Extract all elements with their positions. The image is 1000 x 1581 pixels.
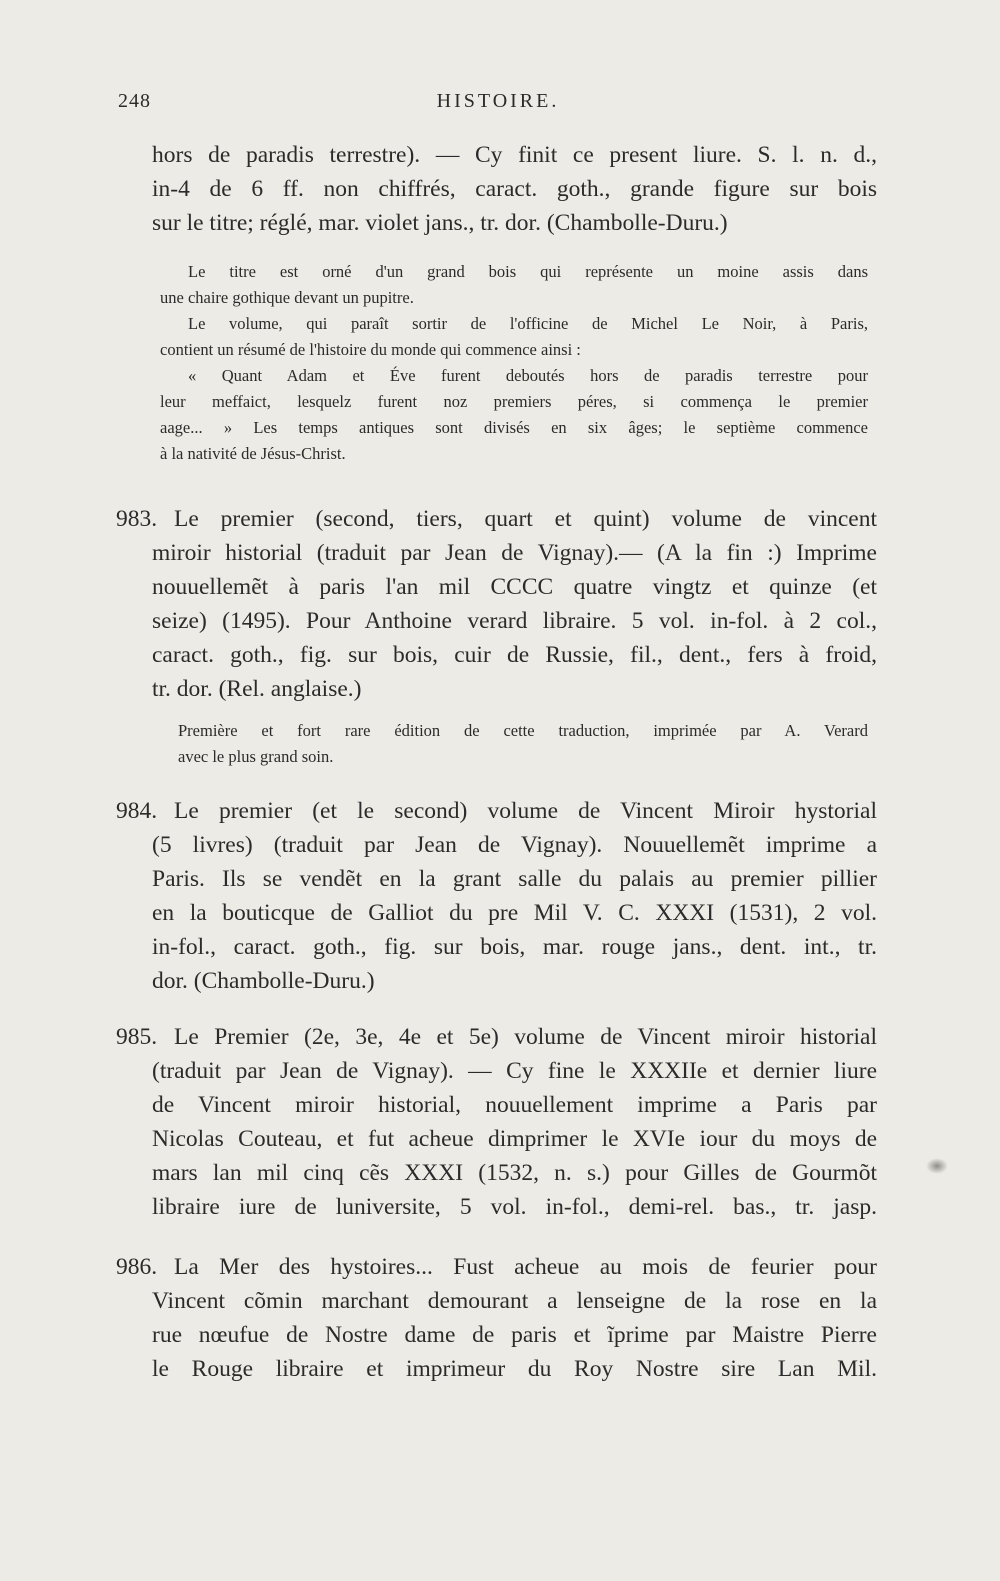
note-line: une chaire gothique devant un pupitre. [160,288,414,307]
note-line: Le volume, qui paraît sortir de l'officine de Michel Le Noir, à Paris, [188,314,868,333]
note-line: leur meffaict, lesquelz furent noz premiers péres, si commença le premier [160,392,868,411]
text-line: in-4 de 6 ff. non chiffrés, caract. goth., grande figure sur bois [152,176,877,202]
entry-line: in-fol., caract. goth., fig. sur bois, mar. rouge jans., dent. int., tr. [152,934,877,960]
note-line: aage... » Les temps antiques sont divisés en six âges; le septième commence [160,418,868,437]
entry-line: le Rouge libraire et imprimeur du Roy Nostre sire Lan Mil. [152,1356,877,1382]
entry-986 [116,1250,877,1386]
page-number: 248 [118,90,151,112]
entry-line: dor. (Chambolle-Duru.) [152,968,375,994]
note-line: « Quant Adam et Éve furent deboutés hors de paradis terrestre pour [188,366,868,385]
entry-line: Le premier (et le second) volume de Vincent Miroir hystorial [174,798,877,824]
note-line: avec le plus grand soin. [178,747,334,766]
entry-line: en la bouticque de Galliot du pre Mil V. C. XXXI (1531), 2 vol. [152,900,877,926]
paper-stain [926,1158,948,1174]
entry-983-notes [178,718,868,770]
note-line: Première et fort rare édition de cette traduction, imprimée par A. Verard [178,721,868,740]
note-line: à la nativité de Jésus-Christ. [160,444,346,463]
entry-line: miroir historial (traduit par Jean de Vignay).— (A la fin :) Imprime [152,540,877,566]
entry-line: Vincent cõmin marchant demourant a lenseigne de la rose en la [152,1288,877,1314]
entry-line: mars lan mil cinq cẽs XXXI (1532, n. s.) pour Gilles de Gourmõt [152,1160,877,1186]
entry-line: de Vincent miroir historial, nouuellement imprime a Paris par [152,1092,877,1118]
text-line: hors de paradis terrestre). — Cy finit ce present liure. S. l. n. d., [152,142,877,168]
text-line: sur le titre; réglé, mar. violet jans., tr. dor. (Chambolle-Duru.) [152,210,728,236]
entry-line: libraire iure de luniversite, 5 vol. in-fol., demi-rel. bas., tr. jasp. [152,1194,877,1220]
entry-line: La Mer des hystoires... Fust acheue au mois de feurier pour [174,1254,877,1280]
entry-line: tr. dor. (Rel. anglaise.) [152,676,362,702]
entry-line: (5 livres) (traduit par Jean de Vignay). Nouuellemẽt imprime a [152,832,877,858]
entry-line: (traduit par Jean de Vignay). — Cy fine le XXXIIe et dernier liure [152,1058,877,1084]
intro-notes [160,259,868,467]
entry-number: 983. [116,506,158,532]
entry-985 [116,1020,877,1224]
page-title: HISTOIRE. [436,90,560,112]
entry-line: Paris. Ils se vendẽt en la grant salle du palais au premier pillier [152,866,877,892]
entry-number: 984. [116,798,158,824]
entry-984 [116,794,877,998]
entry-line: Nicolas Couteau, et fut acheue dimprimer le XVIe iour du moys de [152,1126,877,1152]
entry-line: caract. goth., fig. sur bois, cuir de Russie, fil., dent., fers à froid, [152,642,877,668]
note-line: Le titre est orné d'un grand bois qui représente un moine assis dans [188,262,868,281]
entry-number: 986. [116,1254,158,1280]
entry-line: seize) (1495). Pour Anthoine verard libraire. 5 vol. in-fol. à 2 col., [152,608,877,634]
entry-number: 985. [116,1024,158,1050]
entry-line: Le premier (second, tiers, quart et quint) volume de vincent [174,506,877,532]
running-head [118,90,878,120]
note-line: contient un résumé de l'histoire du monde qui commence ainsi : [160,340,581,359]
entry-line: rue nœufue de Nostre dame de paris et ĩprime par Maistre Pierre [152,1322,877,1348]
entry-983 [116,502,877,706]
entry-line: nouuellemẽt à paris l'an mil CCCC quatre vingtz et quinze (et [152,574,877,600]
entry-line: Le Premier (2e, 3e, 4e et 5e) volume de Vincent miroir historial [174,1024,877,1050]
intro-paragraph [152,138,877,240]
